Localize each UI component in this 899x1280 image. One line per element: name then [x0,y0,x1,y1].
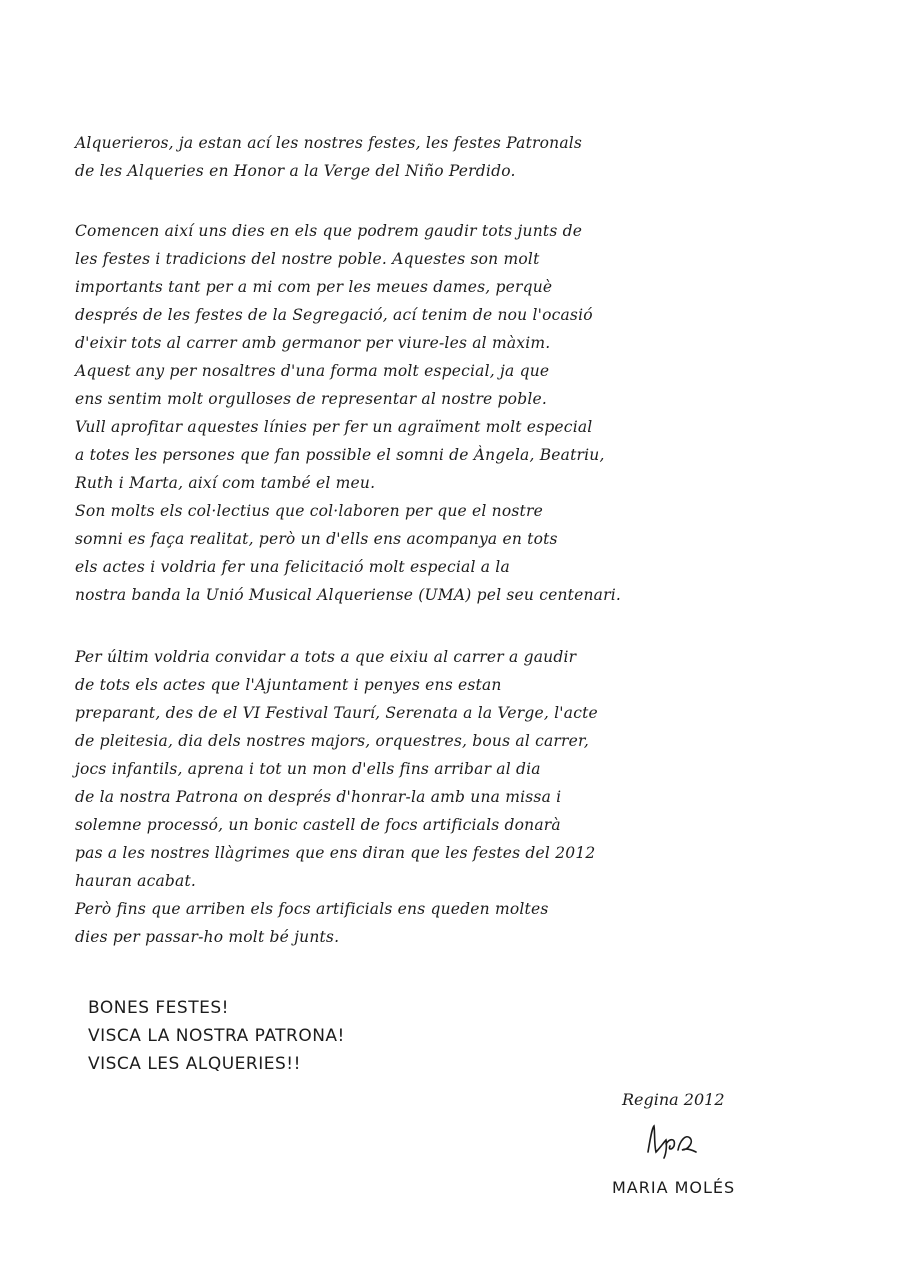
letter-line: Comencen així uns dies en els que podrem gaudir tots junts de [75,222,583,240]
letter-line: Aquest any per nosaltres d'una forma molt especial, ja que [75,362,550,380]
letter-line: d'eixir tots al carrer amb germanor per viure-les al màxim. [75,334,551,352]
letter-line: hauran acabat. [75,872,197,890]
letter-line: els actes i voldria fer una felicitació molt especial a la [75,558,510,576]
letter-line: de les Alqueries en Honor a la Verge del Niño Perdido. [75,162,516,180]
letter-line: ens sentim molt orgulloses de representar al nostre poble. [75,390,547,408]
letter-line: preparant, des de el VI Festival Taurí, Serenata a la Verge, l'acte [75,704,598,722]
letter-line: de la nostra Patrona on després d'honrar-la amb una missa i [75,788,562,806]
letter-line: Son molts els col·lectius que col·laboren per que el nostre [75,502,543,520]
letter-line: dies per passar-ho molt bé junts. [75,928,340,946]
closing-line: VISCA LES ALQUERIES!! [88,1054,301,1074]
letter-line: Per últim voldria convidar a tots a que eixiu al carrer a gaudir [75,648,577,666]
letter-line: les festes i tradicions del nostre poble. Aquestes son molt [75,250,540,268]
letter-line: Però fins que arriben els focs artificials ens queden moltes [75,900,549,918]
letter-line: somni es faça realitat, però un d'ells ens acompanya en tots [75,530,558,548]
letter-line: després de les festes de la Segregació, ací tenim de nou l'ocasió [75,306,593,324]
signature-name: MARIA MOLÉS [612,1178,736,1197]
letter-line: nostra banda la Unió Musical Alqueriense (UMA) pel seu centenari. [75,586,621,604]
closing-line: BONES FESTES! [88,998,229,1018]
letter-line: importants tant per a mi com per les meues dames, perquè [75,278,553,296]
closing-line: VISCA LA NOSTRA PATRONA! [88,1026,345,1046]
letter-line: jocs infantils, aprena i tot un mon d'ells fins arribar al dia [75,760,541,778]
signature-title: Regina 2012 [622,1090,725,1109]
letter-line: Alquerieros, ja estan ací les nostres festes, les festes Patronals [75,134,583,152]
letter-line: de pleitesia, dia dels nostres majors, orquestres, bous al carrer, [75,732,590,750]
signature-scribble-icon [640,1120,700,1160]
letter-line: a totes les persones que fan possible el somni de Àngela, Beatriu, [75,446,605,464]
letter-line: Vull aprofitar aquestes línies per fer un agraïment molt especial [75,418,593,436]
letter-line: solemne processó, un bonic castell de focs artificials donarà [75,816,561,834]
letter-line: de tots els actes que l'Ajuntament i penyes ens estan [75,676,502,694]
letter-line: pas a les nostres llàgrimes que ens diran que les festes del 2012 [75,844,596,862]
letter-line: Ruth i Marta, així com també el meu. [75,474,376,492]
